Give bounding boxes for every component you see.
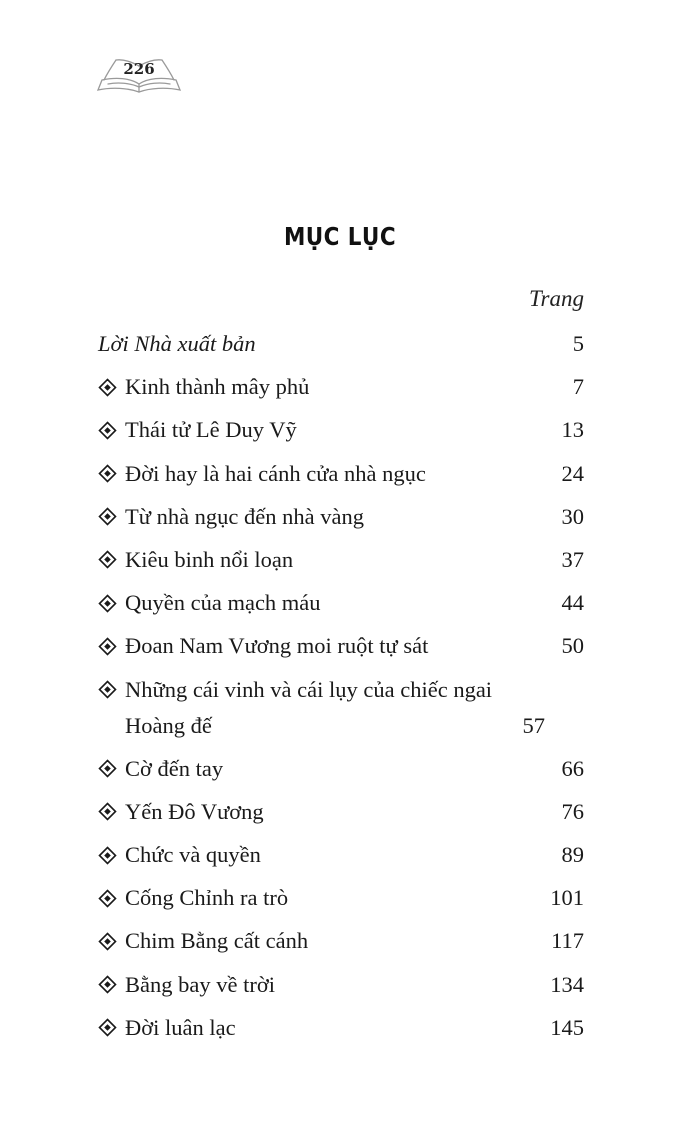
page-title: MỤC LỤC <box>283 222 397 251</box>
toc-entry-page: 57 <box>522 712 545 738</box>
toc-entry-page: 30 <box>561 503 584 529</box>
toc-entry-13[interactable] <box>98 923 584 959</box>
toc-entry-intro[interactable] <box>98 326 584 362</box>
toc-entry-title: Yến Đô Vương <box>125 798 264 824</box>
toc-entry-title: Đời hay là hai cánh cửa nhà ngục <box>125 460 426 486</box>
toc-entry-9[interactable] <box>98 751 584 787</box>
toc-entry-page: 5 <box>572 331 584 356</box>
table-of-contents <box>98 326 584 1053</box>
toc-entry-page: 145 <box>550 1014 584 1040</box>
toc-entry-14[interactable] <box>98 967 584 1003</box>
diamond-bullet-icon <box>98 923 125 959</box>
toc-entry-page: 89 <box>561 842 584 868</box>
toc-entry-title: Những cái vinh và cái lụy của chiếc ngai Hoàng đế <box>125 676 493 738</box>
diamond-bullet-icon <box>98 751 125 787</box>
toc-entry-page: 66 <box>561 755 584 781</box>
toc-entry-title: Đời luân lạc <box>125 1014 236 1040</box>
toc-entry-title: Lời Nhà xuất bản <box>98 331 256 356</box>
diamond-bullet-icon <box>98 456 125 492</box>
toc-entry-title: Chim Bằng cất cánh <box>125 928 309 954</box>
toc-entry-title: Đoan Nam Vương moi ruột tự sát <box>125 633 429 659</box>
toc-entry-12[interactable] <box>98 880 584 916</box>
page-number: 226 <box>123 60 155 78</box>
toc-entry-page: 101 <box>550 885 584 911</box>
toc-entry-title: Chức và quyền <box>125 842 261 868</box>
diamond-bullet-icon <box>98 1010 125 1046</box>
diamond-bullet-icon <box>98 967 125 1003</box>
toc-entry-title: Cờ đến tay <box>125 755 224 781</box>
toc-entry-8[interactable] <box>98 672 584 744</box>
page-column-label: Trang <box>529 286 584 311</box>
toc-entry-title: Từ nhà ngục đến nhà vàng <box>125 503 364 529</box>
toc-entry-6[interactable] <box>98 585 584 621</box>
diamond-bullet-icon <box>98 628 125 664</box>
toc-entry-7[interactable] <box>98 628 584 664</box>
diamond-bullet-icon <box>98 672 125 708</box>
toc-entry-page: 50 <box>561 633 584 659</box>
diamond-bullet-icon <box>98 499 125 535</box>
toc-entry-page: 44 <box>561 590 584 616</box>
toc-entry-title: Cống Chỉnh ra trò <box>125 885 289 911</box>
diamond-bullet-icon <box>98 837 125 873</box>
toc-entry-4[interactable] <box>98 499 584 535</box>
toc-entry-page: 7 <box>572 374 584 400</box>
toc-entry-5[interactable] <box>98 542 584 578</box>
diamond-bullet-icon <box>98 369 125 405</box>
toc-entry-1[interactable] <box>98 369 584 405</box>
toc-entry-page: 76 <box>561 798 584 824</box>
diamond-bullet-icon <box>98 412 125 448</box>
toc-entry-page: 13 <box>561 417 584 443</box>
toc-entry-page: 117 <box>551 928 584 954</box>
toc-entry-title: Kiêu binh nổi loạn <box>125 546 294 572</box>
toc-entry-3[interactable] <box>98 456 584 492</box>
toc-entry-page: 134 <box>550 971 584 997</box>
toc-entry-11[interactable] <box>98 837 584 873</box>
page-header <box>96 54 182 96</box>
diamond-bullet-icon <box>98 585 125 621</box>
diamond-bullet-icon <box>98 880 125 916</box>
toc-entry-title: Thái tử Lê Duy Vỹ <box>125 417 297 443</box>
toc-entry-page: 24 <box>561 460 584 486</box>
toc-entry-title: Quyền của mạch máu <box>125 590 321 616</box>
toc-entry-title: Kinh thành mây phủ <box>125 374 310 400</box>
diamond-bullet-icon <box>98 794 125 830</box>
toc-entry-2[interactable] <box>98 412 584 448</box>
diamond-bullet-icon <box>98 542 125 578</box>
toc-entry-15[interactable] <box>98 1010 584 1046</box>
toc-entry-10[interactable] <box>98 794 584 830</box>
toc-entry-page: 37 <box>561 546 584 572</box>
toc-entry-title: Bằng bay về trời <box>125 971 275 997</box>
